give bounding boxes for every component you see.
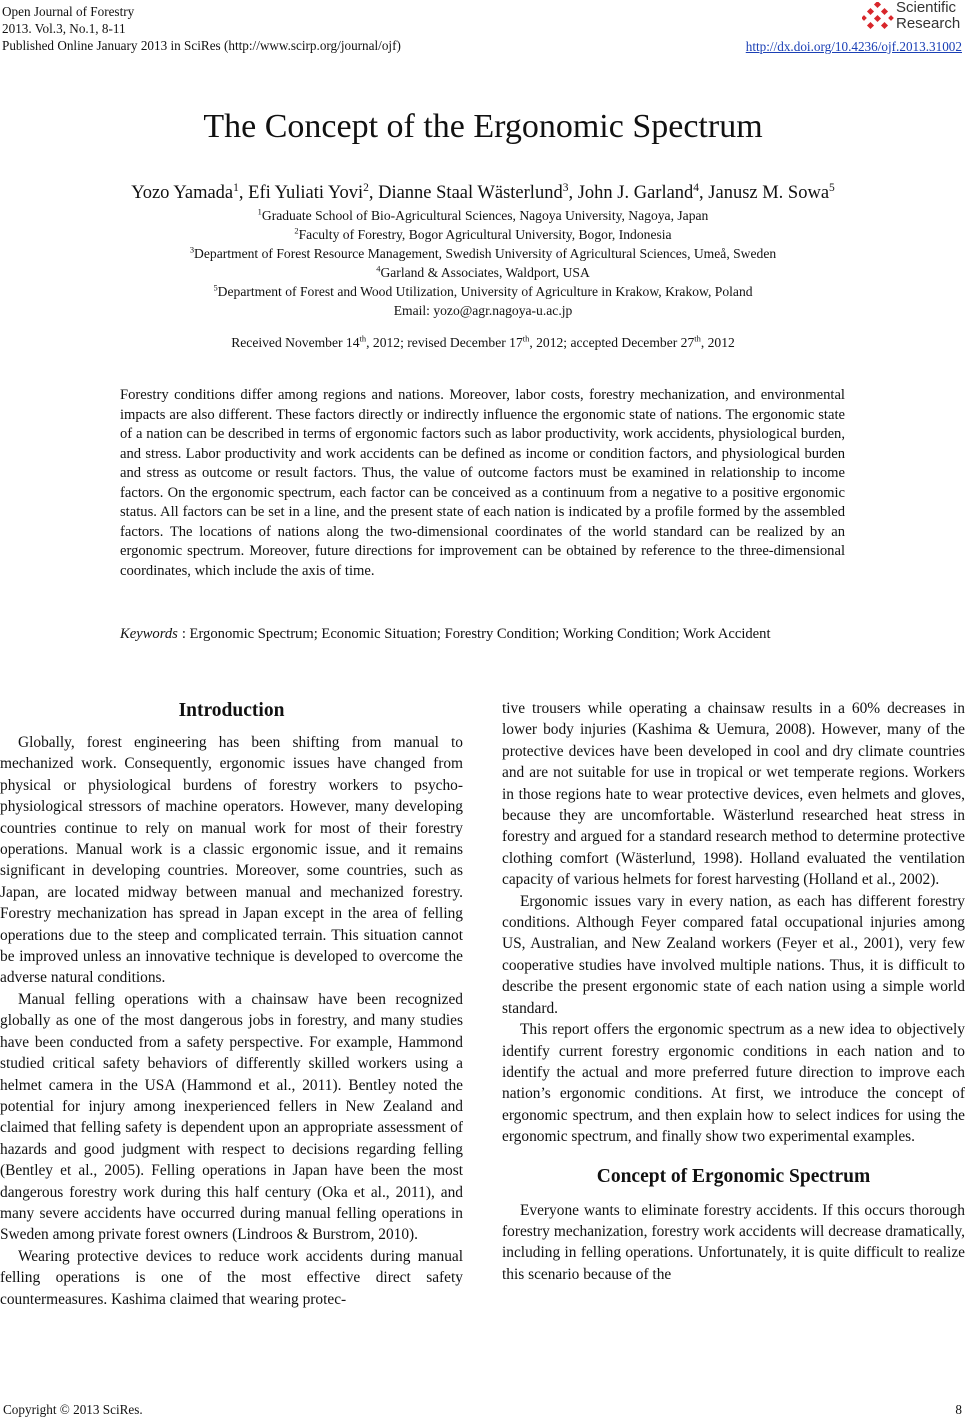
- right-column: [502, 698, 965, 1285]
- affiliation-line: [0, 225, 966, 244]
- keywords-list: : Ergonomic Spectrum; Economic Situation; Forestry Condition; Working Condition; Work Accident: [181, 626, 771, 642]
- doi-link[interactable]: http://dx.doi.org/10.4236/ojf.2013.31002: [745, 39, 962, 54]
- affiliation-text: Faculty of Forestry, Bogor Agricultural University, Bogor, Indonesia: [298, 227, 672, 242]
- affiliation-line: [0, 206, 966, 225]
- keywords: [120, 624, 860, 644]
- affiliation-text: Department of Forest Resource Management, Swedish University of Agricultural Sciences, Umeå, Sweden: [194, 246, 777, 261]
- author-separator: ,: [238, 183, 249, 203]
- author-name: Efi Yuliati Yovi: [248, 183, 364, 203]
- affiliation-list: [0, 206, 966, 320]
- author-affiliation-marker: 1: [233, 181, 239, 194]
- author-affiliation-marker: 4: [693, 181, 700, 194]
- left-column: [0, 698, 463, 1310]
- author-affiliation-marker: 2: [363, 181, 369, 194]
- intro-paragraph-1: Globally, forest engineering has been shifting from manual to mechanized work. Consequently, ergonomic issues have changed from physical or physiological burdens of forestry workers to psycho-physiological stressors of machine operators. However, many developing countries continue to rely on manual work for most of their forestry operations. Manual work is a classic ergonomic issue, and it remains significant in developing countries. Moreover, some countries, such as Japan, are located midway between manual and mechanized forestry. Forestry mechanization has spread in Japan except in the area of felling operations due to the steep and complicated terrain. This situation cannot be improved unless an innovative technique is developed to overcome the adverse natural conditions.: [0, 734, 463, 987]
- received-dates: Received November 14th, 2012; revised December 17th, 2012; accepted December 27th, 2012: [231, 333, 735, 350]
- corresponding-email: Email: yozo@agr.nagoya-u.ac.jp: [393, 303, 573, 318]
- paper-title: The Concept of the Ergonomic Spectrum: [203, 108, 763, 145]
- logo-text: Scientific Research: [896, 0, 961, 32]
- publisher-logo: [862, 0, 962, 34]
- affiliation-line: [0, 244, 966, 263]
- publication-info: Published Online January 2013 in SciRes (http://www.scirp.org/journal/ojf): [2, 38, 401, 53]
- affiliation-line: [0, 282, 966, 301]
- introduction-heading: Introduction: [178, 700, 285, 721]
- volume-info: 2013. Vol.3, No.1, 8-11: [2, 21, 126, 36]
- author-affiliation-marker: 3: [562, 181, 569, 194]
- author-affiliation-marker: 5: [829, 181, 835, 194]
- affiliation-marker: 3: [189, 244, 195, 255]
- intro-paragraph-5: This report offers the ergonomic spectrum as a new idea to objectively identify current forestry ergonomic conditions in each nation and to identify the actual and more preferred future direction to improve each nation’s ergonomic conditions. At first, we introduce the concept of ergonomic spectrum, and then explain how to select indices for using the ergonomic spectrum, and finally show two experimental examples.: [502, 1021, 965, 1146]
- affiliation-marker: 5: [213, 282, 218, 293]
- affiliation-marker: 2: [294, 225, 299, 236]
- author-name: John J. Garland: [577, 183, 694, 203]
- intro-paragraph-3: Wearing protective devices to reduce work accidents during manual felling operations is one of the most effective direct safety countermeasures. Kashima claimed that wearing protec-: [0, 1247, 463, 1308]
- author-separator: ,: [368, 183, 379, 203]
- intro-paragraph-4: Ergonomic issues vary in every nation, as each has different forestry conditions. Although Feyer compared fatal occupational injuries among US, Australian, and New Zealand workers (Feyer et al., 2001), very few cooperative studies have involved multiple nations. Thus, it is difficult to describe the present ergonomic state of each nation using a simple world standard.: [502, 892, 965, 1017]
- affiliation-text: Graduate School of Bio-Agricultural Sciences, Nagoya University, Nagoya, Japan: [261, 208, 709, 223]
- affiliation-line: [0, 263, 966, 282]
- author-name: Yozo Yamada: [131, 183, 234, 203]
- author-name: Janusz M. Sowa: [708, 183, 830, 203]
- affiliation-marker: 4: [376, 263, 381, 274]
- author-separator: ,: [568, 183, 578, 203]
- keywords-label: Keywords: [120, 626, 178, 642]
- abstract: Forestry conditions differ among regions and nations. Moreover, labor costs, forestry mechanization, and environmental impacts are also different. These factors directly or indirectly influence the ergonomic state of nations. The ergonomic state of a nation can be described in terms of ergonomic factors such as labor productivity, work accidents, physiological burden, and stress. Labor productivity and work accidents can be defined as income or condition factors, and physiological burden and stress as outcome or result factors. Thus, the value of outcome factors must be examined in relationship to income factors. On the ergonomic spectrum, each factor can be conceived as a continuum from a negative to a positive ergonomic status. All factors can be set in a line, and the present state of each nation is indicated by a profile formed by the assembled factors. The locations of nations along the two-dimensional coordinates of the world standard can be realized by an ergonomic spectrum. Moreover, future directions for improvement can be obtained by reference to the three-dimensional coordinates, which include the axis of time.: [120, 387, 845, 579]
- author-separator: ,: [699, 183, 709, 203]
- concept-heading: Concept of Ergonomic Spectrum: [596, 1165, 871, 1187]
- author-list: [0, 183, 966, 204]
- page-number: 8: [955, 1402, 962, 1417]
- journal-name: Open Journal of Forestry: [2, 4, 135, 19]
- logo-diamond-icon: [862, 2, 894, 32]
- concept-paragraph-1: Everyone wants to eliminate forestry accidents. If this occurs thorough forestry mechanization, forestry work accidents will decrease dramatically, including in felling operations. Unfortunately, it is quite difficult to realize this scenario because of the: [502, 1201, 965, 1283]
- affiliation-marker: 1: [257, 206, 262, 217]
- author-name: Dianne Staal Wästerlund: [378, 183, 563, 203]
- affiliation-text: Department of Forest and Wood Utilization, University of Agriculture in Krakow, Krakow, Poland: [217, 284, 753, 299]
- intro-paragraph-2: Manual felling operations with a chainsaw have been recognized globally as one of the most dangerous jobs in forestry, and many studies have been conducted from a safety perspective. For example, Hammond studied critical safety behaviors of differently skilled workers using a helmet camera in the USA (Hammond et al., 2011). Bentley noted the potential for injury among inexperienced fellers in New Zealand and claimed that felling safety is dependent upon an appropriate assessment of hazards and good judgment with respect to decisions regarding felling (Bentley et al., 2005). Felling operations in Japan have been the most dangerous forestry work during this half century (Oka et al., 2011), and many severe accidents have occurred during manual felling operations in Sweden among private forest owners (Lindroos & Burstrom, 2010).: [0, 990, 463, 1244]
- affiliation-text: Garland & Associates, Waldport, USA: [380, 265, 590, 280]
- running-header: [2, 3, 401, 54]
- copyright-notice: Copyright © 2013 SciRes.: [3, 1402, 143, 1417]
- intro-paragraph-3-continued: tive trousers while operating a chainsaw results in a 60% decreases in lower body injuries (Kashima & Uemura, 2008). However, many of the protective devices have been developed in cool and dry climate countries and are not suitable for use in tropical or wet temperate regions. Workers in those regions hate to wear protective devices, even helmets and gloves, because they are uncomfortable. Wästerlund researched heat stress in forestry and argued for a standard research method to determine protective clothing comfort (Wästerlund, 1998). Holland evaluated the ventilation capacity of various helmets for forest harvesting (Holland et al., 2002).: [502, 700, 965, 889]
